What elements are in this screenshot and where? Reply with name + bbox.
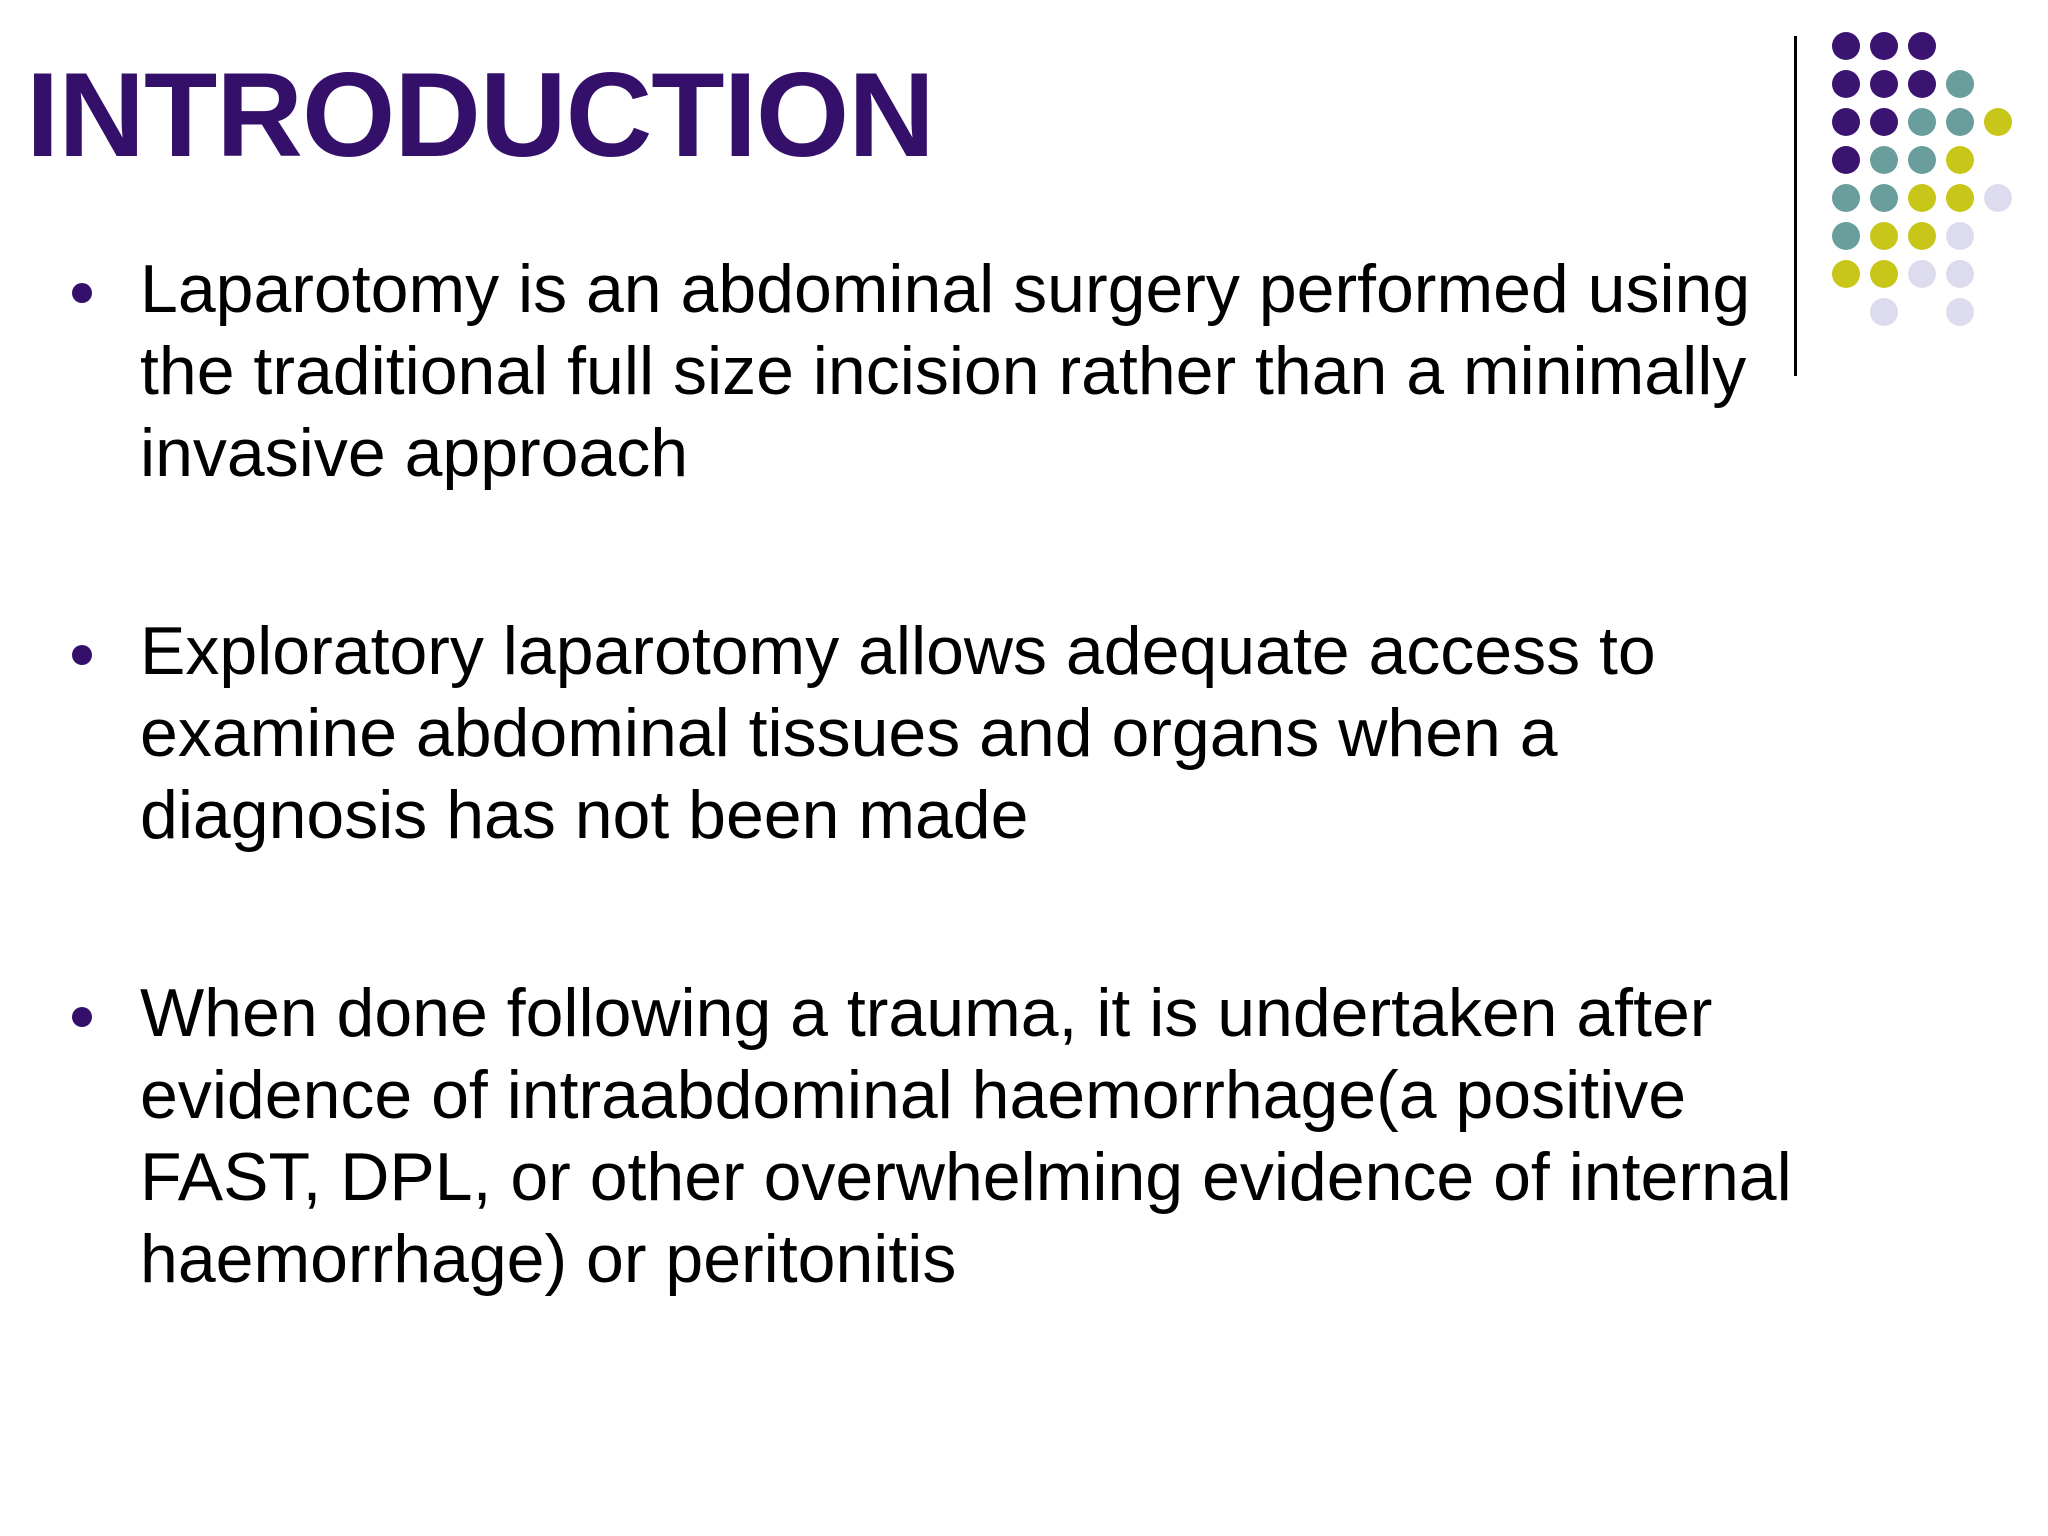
slide-title: INTRODUCTION bbox=[26, 48, 934, 182]
decorative-dot bbox=[1832, 32, 1860, 60]
bullet-dot-icon bbox=[72, 1007, 92, 1027]
bullet-item bbox=[60, 610, 1840, 856]
decorative-dot bbox=[1870, 146, 1898, 174]
decorative-dot bbox=[1984, 184, 2012, 212]
bullet-item bbox=[60, 248, 1840, 494]
decorative-dot bbox=[1908, 146, 1936, 174]
decorative-dot bbox=[1946, 70, 1974, 98]
decorative-dot bbox=[1946, 260, 1974, 288]
decorative-dot bbox=[1908, 222, 1936, 250]
decorative-dot bbox=[1870, 108, 1898, 136]
decorative-dot bbox=[1832, 108, 1860, 136]
bullet-dot-icon bbox=[72, 645, 92, 665]
decorative-dot bbox=[1832, 146, 1860, 174]
decorative-dot bbox=[1832, 222, 1860, 250]
bullet-text: Exploratory laparotomy allows adequate access to examine abdominal tissues and organs when a diagnosis has not been made bbox=[140, 613, 1656, 853]
decorative-dot bbox=[1870, 260, 1898, 288]
decorative-dot bbox=[1908, 260, 1936, 288]
decorative-dot bbox=[1946, 184, 1974, 212]
decorative-dot bbox=[1908, 32, 1936, 60]
decorative-dot bbox=[1908, 70, 1936, 98]
decorative-dot bbox=[1946, 146, 1974, 174]
decorative-dot bbox=[1832, 70, 1860, 98]
decorative-dot bbox=[1946, 108, 1974, 136]
bullet-dot-icon bbox=[72, 283, 92, 303]
decorative-dot bbox=[1870, 298, 1898, 326]
decorative-dot bbox=[1946, 222, 1974, 250]
bullet-text: When done following a trauma, it is undertaken after evidence of intraabdominal haemorrhage(a positive FAST, DPL, or other overwhelming evidence of internal haemorrhage) or peritonitis bbox=[140, 975, 1792, 1297]
decorative-dot bbox=[1908, 184, 1936, 212]
decorative-dot bbox=[1870, 184, 1898, 212]
bullet-item bbox=[60, 972, 1840, 1300]
decorative-dot bbox=[1870, 70, 1898, 98]
decorative-dot bbox=[1946, 298, 1974, 326]
bullet-text: Laparotomy is an abdominal surgery performed using the traditional full size incision rather than a minimally invasive approach bbox=[140, 251, 1751, 491]
decorative-dot-grid bbox=[1832, 32, 2022, 332]
decorative-dot bbox=[1984, 108, 2012, 136]
decorative-dot bbox=[1870, 222, 1898, 250]
bullet-list bbox=[60, 248, 1840, 1416]
decorative-dot bbox=[1832, 184, 1860, 212]
decorative-dot bbox=[1870, 32, 1898, 60]
decorative-dot bbox=[1908, 108, 1936, 136]
